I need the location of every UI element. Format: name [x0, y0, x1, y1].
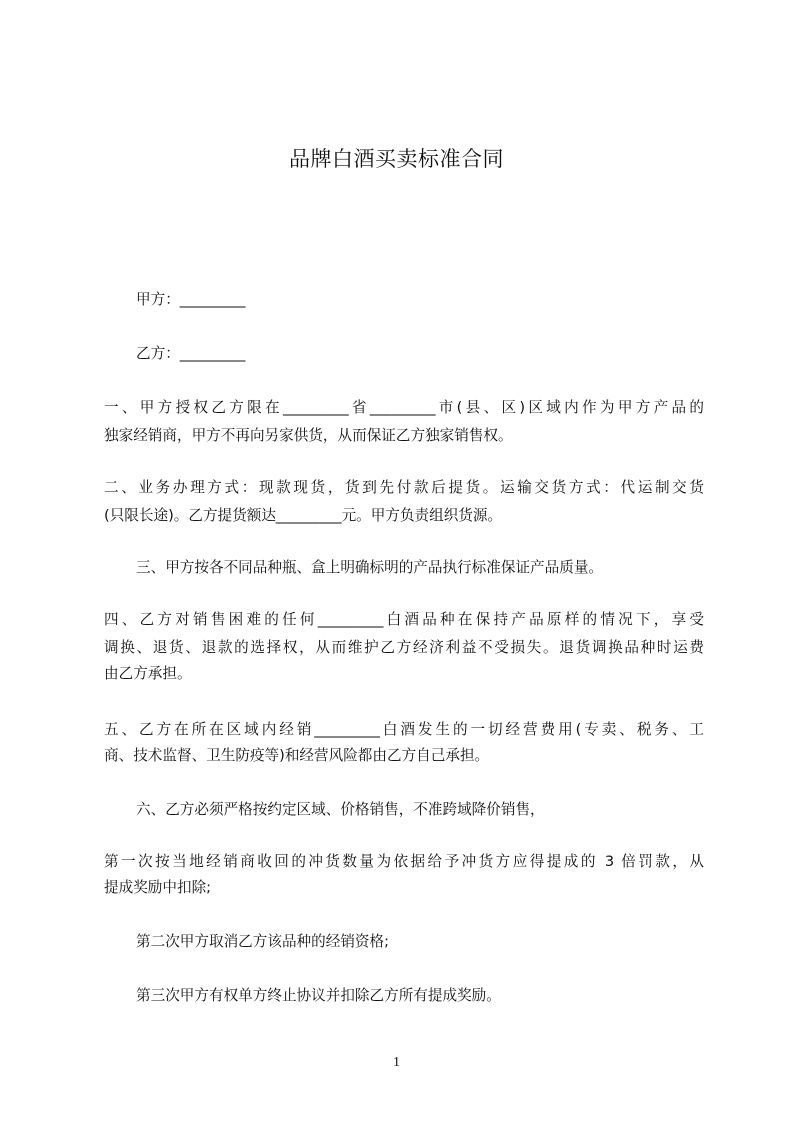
clause-5-line-1: 五、乙方在所在区域内经销_________白酒发生的一切经营费用(专卖、税务、工	[104, 721, 704, 738]
document-title: 品牌白酒买卖标准合同	[289, 147, 504, 171]
clause-6-sub-1-line-1: 第一次按当地经销商收回的冲货数量为依据给予冲货方应得提成的 3 倍罚款，从	[104, 853, 704, 870]
page-number: 1	[393, 1055, 400, 1070]
clause-6-sub-1-line-2: 提成奖励中扣除;	[104, 879, 212, 896]
party-b-line: 乙方：_________	[136, 345, 246, 362]
party-a-line: 甲方：_________	[136, 291, 246, 308]
clause-4-line-1: 四、乙方对销售困难的任何_________白酒品种在保持产品原样的情况下，享受	[104, 611, 704, 628]
clause-3-line-1: 三、甲方按各不同品种瓶、盒上明确标明的产品执行标准保证产品质量。	[136, 559, 604, 576]
clause-5-line-2: 商、技术监督、卫生防疫等)和经营风险都由乙方自己承担。	[104, 747, 490, 764]
clause-2-line-1: 二、业务办理方式：现款现货，货到先付款后提货。运输交货方式：代运制交货	[104, 479, 704, 496]
clause-2-line-2: (只限长途)。乙方提货额达_________元。甲方负责组织货源。	[104, 507, 503, 524]
clause-4-line-2: 调换、退货、退款的选择权，从而维护乙方经济利益不受损失。退货调换品种时运费	[104, 639, 704, 656]
clause-1-line-2: 独家经销商，甲方不再向另家供货，从而保证乙方独家销售权。	[104, 427, 513, 444]
clause-6-line-1: 六、乙方必须严格按约定区域、价格销售，不准跨域降价销售，	[136, 801, 545, 818]
clause-6-sub-2: 第二次甲方取消乙方该品种的经销资格;	[136, 933, 390, 950]
clause-4-line-3: 由乙方承担。	[104, 665, 192, 682]
clause-1-line-1: 一、甲方授权乙方限在_________省_________市(县、区)区域内作为甲方产品的	[104, 399, 704, 416]
clause-6-sub-3: 第三次甲方有权单方终止协议并扣除乙方所有提成奖励。	[136, 987, 501, 1004]
